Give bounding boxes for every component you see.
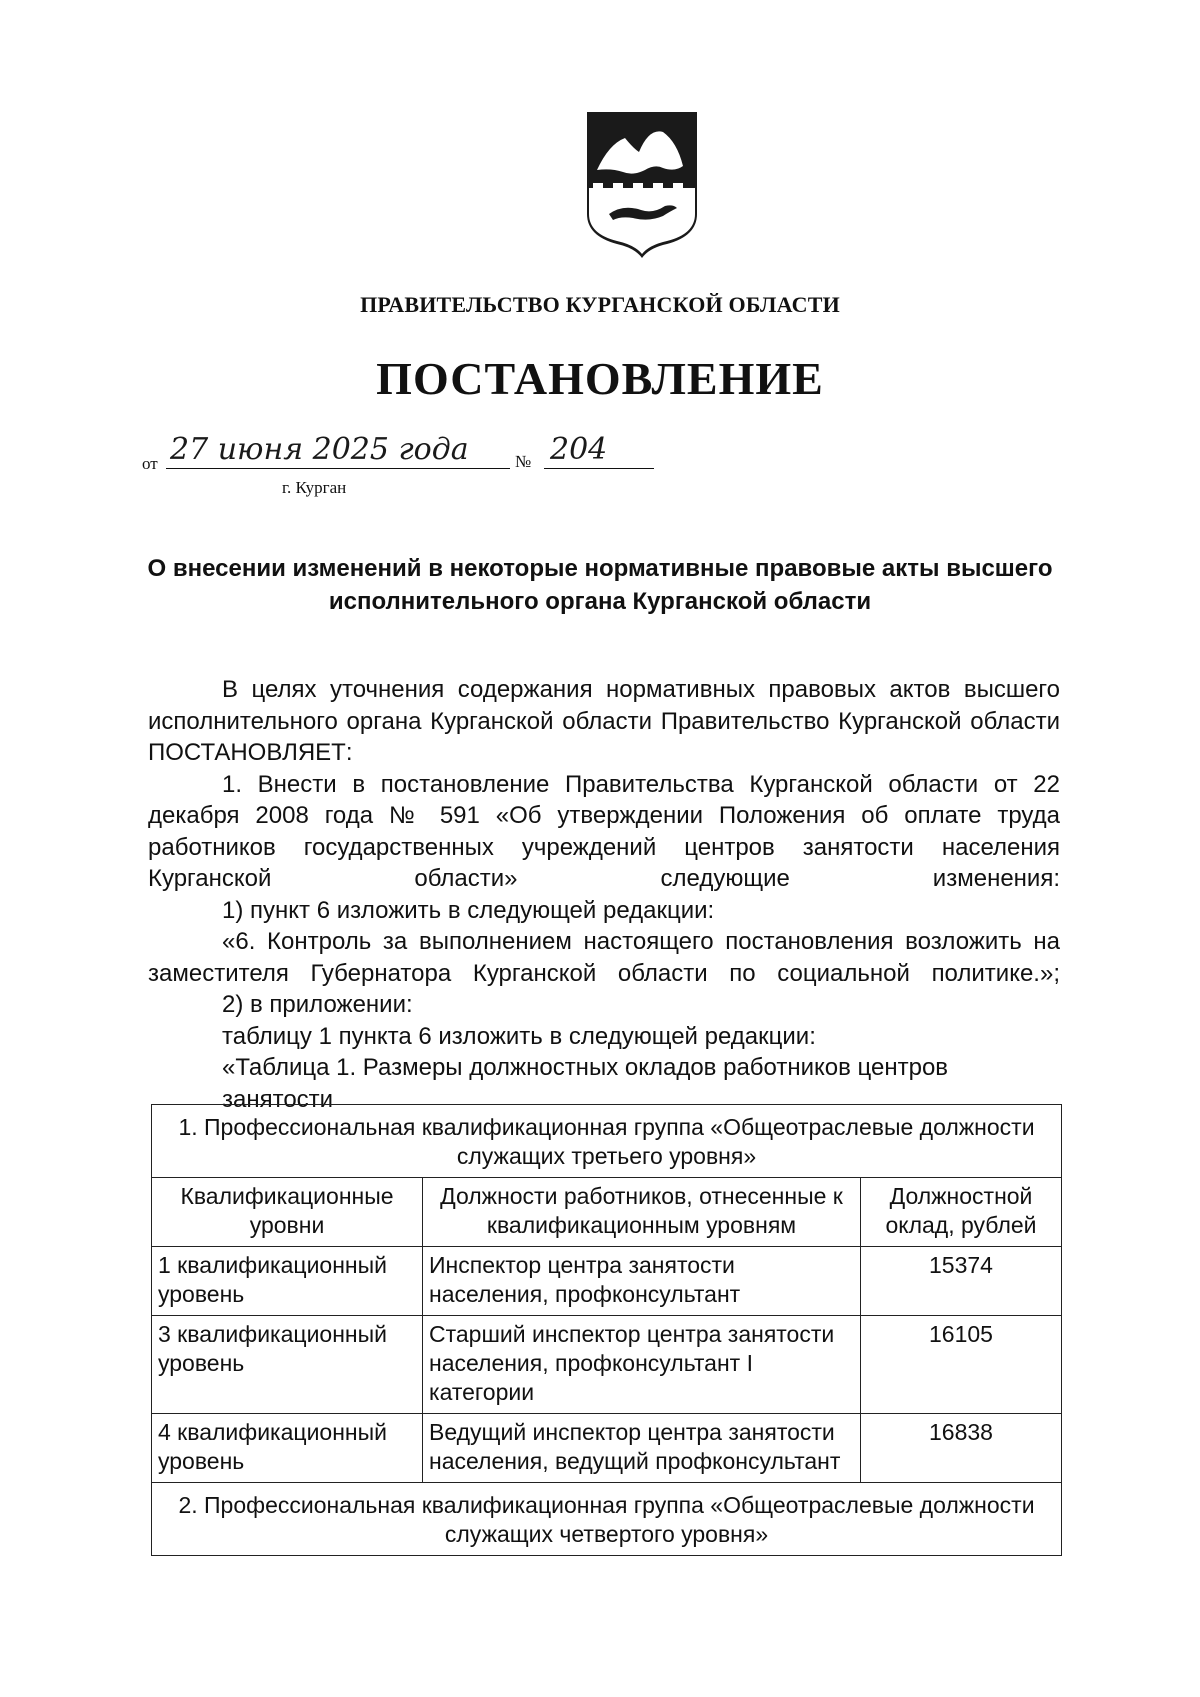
cell-level: 4 квалификационный уровень [152,1414,423,1483]
cell-salary: 16838 [861,1414,1062,1483]
cell-positions: Старший инспектор центра занятости населения, профконсультант I категории [423,1316,861,1414]
government-name: ПРАВИТЕЛЬСТВО КУРГАНСКОЙ ОБЛАСТИ [360,292,840,317]
document-date: 27 июня 2025 года [166,432,510,469]
cell-positions: Инспектор центра занятости населения, профконсультант [423,1247,861,1316]
table-group-row [152,1105,1062,1178]
cell-level: 3 квалификационный уровень [152,1316,423,1414]
header-level: Квалификационные уровни [152,1178,423,1247]
header-positions: Должности работников, отнесенные к квалификационным уровням [423,1178,861,1247]
cell-positions: Ведущий инспектор центра занятости населения, ведущий профконсультант [423,1414,861,1483]
header-salary: Должностной оклад, рублей [861,1178,1062,1247]
paragraph-preamble: В целях уточнения содержания нормативных правовых актов высшего исполнительного органа Курганской области Правительство Курганской области ПОСТАНОВЛЯЕТ: [148,676,1060,766]
table-row [152,1247,1062,1316]
paragraph-quoted-item-6: «6. Контроль за выполнением настоящего постановления возложить на заместителя Губернатора Курганской области по социальной политике.»; [148,928,1060,987]
group-2-title: 2. Профессиональная квалификационная группа «Общеотраслевые должности служащих четвертого уровня» [152,1483,1062,1556]
table-group-row [152,1483,1062,1556]
number-sign: № [515,452,532,471]
table-row [152,1414,1062,1483]
cell-level: 1 квалификационный уровень [152,1247,423,1316]
paragraph-item-1: 1. Внести в постановление Правительства Курганской области от 22 декабря 2008 года № 591 «Об утверждении Положения об оплате труда работников государственных учреждений центров занятости населения Курганской области» следующие изменения: [148,770,1060,892]
document-body [148,674,1060,1115]
paragraph-table-title: «Таблица 1. Размеры должностных окладов работников центров занятости [222,1054,949,1113]
paragraph-subitem-1: 1) пункт 6 изложить в следующей редакции: [222,896,715,924]
city-name: г. Курган [282,478,347,497]
document-type-title: ПОСТАНОВЛЕНИЕ [376,353,824,404]
coat-of-arms-emblem [583,108,701,260]
cell-salary: 16105 [861,1316,1062,1414]
salary-table [151,1104,1062,1556]
group-1-title: 1. Профессиональная квалификационная группа «Общеотраслевые должности служащих третьего уровня» [152,1105,1062,1178]
date-number-line [142,432,662,472]
paragraph-table-instruction: таблицу 1 пункта 6 изложить в следующей редакции: [222,1022,816,1050]
table-header-row [152,1178,1062,1247]
date-prefix: от [142,454,158,473]
paragraph-subitem-2: 2) в приложении: [222,991,413,1018]
document-heading: О внесении изменений в некоторые нормативные правовые акты высшего исполнительного органа Курганской области [147,555,1053,615]
cell-salary: 15374 [861,1247,1062,1316]
document-number: 204 [544,432,654,469]
table-row [152,1316,1062,1414]
